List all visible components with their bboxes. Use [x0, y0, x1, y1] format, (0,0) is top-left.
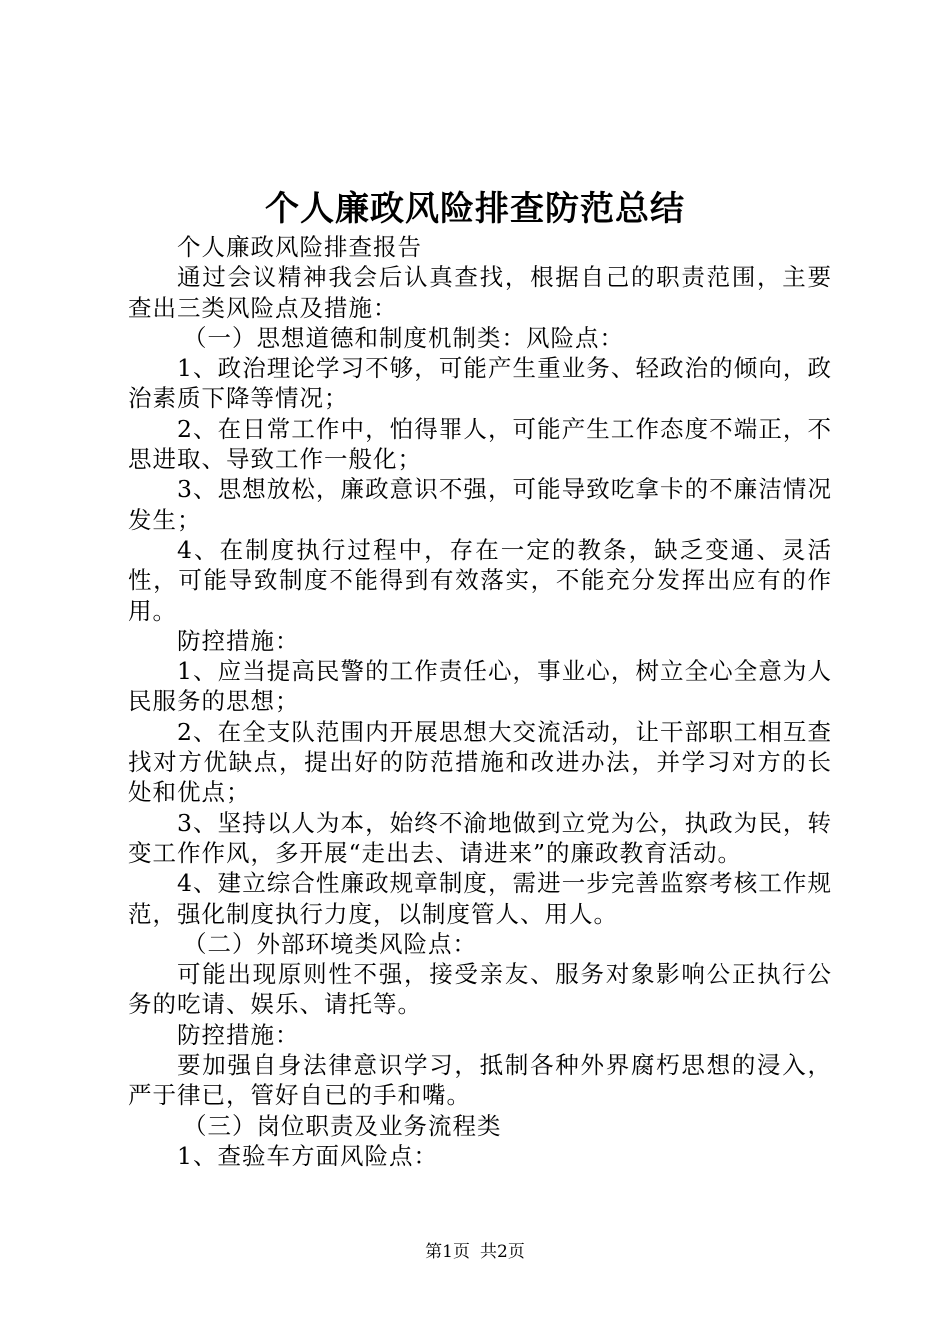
- page-footer: [0, 1240, 950, 1264]
- paragraph: 个人廉政风险排查报告: [177, 233, 422, 261]
- document-title: 个人廉政风险排查防范总结: [265, 189, 685, 229]
- page-total: 共2页: [480, 1242, 525, 1262]
- paragraph: 2、在全支队范围内开展思想大交流活动，让干部职工相互查找对方优缺点，提出好的防范措施和改进办法，并学习对方的长处和优点；: [128, 717, 832, 807]
- paragraph: 防控措施：: [177, 1020, 300, 1049]
- paragraph: 可能出现原则性不强，接受亲友、服务对象影响公正执行公务的吃请、娱乐、请托等。: [128, 960, 832, 1019]
- paragraph: 4、在制度执行过程中，存在一定的教条，缺乏变通、灵活性，可能导致制度不能得到有效落实，不能充分发挥出应有的作用。: [128, 535, 832, 625]
- paragraph: 1、查验车方面风险点：: [177, 1141, 438, 1170]
- paragraph: 3、坚持以人为本，始终不渝地做到立党为公，执政为民，转变工作作风，多开展“走出去、请进来”的廉政教育活动。: [128, 808, 832, 867]
- paragraph: 通过会议精神我会后认真查找，根据自己的职责范围，主要查出三类风险点及措施：: [128, 263, 832, 322]
- paragraph: 要加强自身法律意识学习，抵制各种外界腐朽思想的浸入，严于律已，管好自已的手和嘴。: [128, 1051, 832, 1110]
- paragraph: 3、思想放松，廉政意识不强，可能导致吃拿卡的不廉洁情况发生；: [128, 475, 832, 534]
- document-body: [128, 232, 832, 1171]
- paragraph: 防控措施：: [177, 626, 300, 655]
- paragraph: 1、应当提高民警的工作责任心，事业心，树立全心全意为人民服务的思想；: [128, 657, 832, 716]
- paragraph: 2、在日常工作中，怕得罪人，可能产生工作态度不端正，不思进取、导致工作一般化；: [128, 414, 832, 474]
- section-heading: （三）岗位职责及业务流程类: [183, 1111, 502, 1140]
- paragraph: 1、政治理论学习不够，可能产生重业务、轻政治的倾向，政治素质下降等情况；: [128, 354, 832, 413]
- section-heading: （一）思想道德和制度机制类：风险点：: [183, 323, 624, 352]
- paragraph: 4、建立综合性廉政规章制度，需进一步完善监察考核工作规范，强化制度执行力度，以制度管人、用人。: [128, 869, 832, 928]
- page-number: 第1页: [425, 1242, 470, 1262]
- section-heading: （二）外部环境类风险点：: [183, 929, 477, 958]
